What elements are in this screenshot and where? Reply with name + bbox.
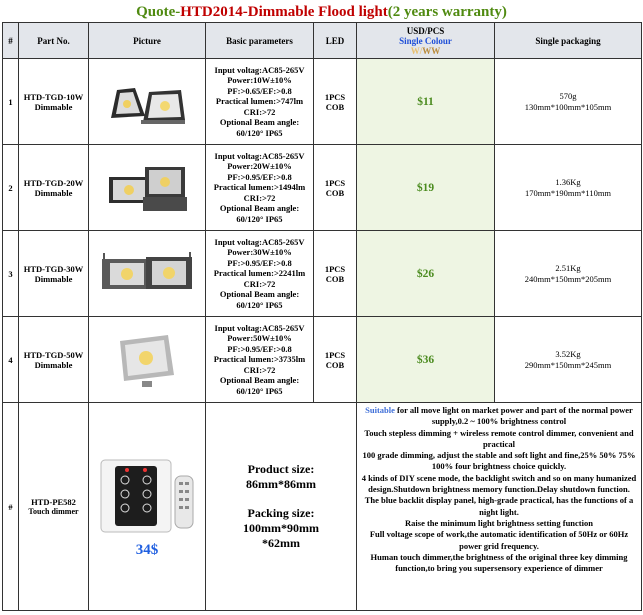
param-beam-label: Optional Beam angle: xyxy=(219,289,300,300)
param-lumen: Practical lumen:>747lm xyxy=(215,96,304,107)
product-size-label: Product size: xyxy=(247,462,315,476)
param-beam-label: Optional Beam angle: xyxy=(219,375,300,386)
header-picture: Picture xyxy=(89,23,206,59)
title-quote: Quote- xyxy=(136,4,181,20)
desc-line-8: Human touch dimmer,the brightness of the original three key dimming function,to bring you supersensory experience of dimmer xyxy=(370,551,628,574)
floodlight-image xyxy=(112,331,182,389)
led-cell xyxy=(314,59,357,145)
part-type: Dimmable xyxy=(34,187,73,198)
led-cell xyxy=(314,317,357,403)
params-cell xyxy=(206,317,314,403)
part-no: HTD-TGD-20W xyxy=(23,177,84,188)
price-cell: $36 xyxy=(357,317,495,403)
header-colour-options: W/WW xyxy=(410,45,441,56)
param-pf: PF:>0.95/EF:>0.8 xyxy=(227,171,292,182)
part-no: HTD-TGD-10W xyxy=(23,91,84,102)
param-voltage: Input voltag:AC85-265V xyxy=(214,64,305,75)
picture-cell xyxy=(89,317,206,403)
packing-size-2: *62mm xyxy=(262,536,300,550)
param-voltage: Input voltag:AC85-265V xyxy=(214,150,305,161)
param-beam-value: 60/120° IP65 xyxy=(236,127,283,138)
desc-line-6: Raise the minimum light brightness setting function xyxy=(405,517,593,528)
part-type: Touch dimmer xyxy=(28,507,79,516)
part-no-cell xyxy=(19,403,89,611)
part-type: Dimmable xyxy=(34,359,73,370)
param-pf: PF:>0.95/EF:>0.8 xyxy=(227,343,292,354)
table-row xyxy=(3,145,642,231)
price-cell: $19 xyxy=(357,145,495,231)
title-warranty: (2 years warranty) xyxy=(387,4,507,20)
led-type: COB xyxy=(325,359,345,370)
desc-line-2: Touch stepless dimming + wireless remote control dimmer, convenient and practical xyxy=(364,427,634,449)
param-cri: CRI:>72 xyxy=(243,364,276,375)
picture-cell xyxy=(89,145,206,231)
packaging-cell xyxy=(495,59,642,145)
row-num: 3 xyxy=(3,231,19,317)
dimmer-price: 34$ xyxy=(135,542,159,558)
param-voltage: Input voltag:AC85-265V xyxy=(214,236,305,247)
header-colour-w: W xyxy=(410,45,420,56)
table-row-dimmer xyxy=(3,403,642,611)
header-basic-params: Basic parameters xyxy=(206,23,314,59)
desc-line-5: The blue backlit display panel, high-grade practical, has the functions of a night light. xyxy=(364,495,634,517)
params-cell xyxy=(206,59,314,145)
floodlight-image xyxy=(105,161,189,215)
param-beam-label: Optional Beam angle: xyxy=(219,203,300,214)
desc-line-7: Full voltage scope of work,the automatic identification of 50Hz or 60Hz power grid frequency. xyxy=(369,529,629,551)
floodlight-image xyxy=(105,76,189,128)
touch-dimmer-image xyxy=(95,454,199,536)
param-beam-value: 60/120° IP65 xyxy=(236,299,283,310)
part-no-cell xyxy=(19,59,89,145)
param-cri: CRI:>72 xyxy=(243,278,276,289)
packaging-cell xyxy=(495,317,642,403)
packaging-cell xyxy=(495,145,642,231)
row-num: 1 xyxy=(3,59,19,145)
header-num: # xyxy=(3,23,19,59)
param-power: Power:30W±10% xyxy=(227,247,292,258)
pack-weight: 2.51Kg xyxy=(555,262,581,273)
table-row xyxy=(3,317,642,403)
pack-weight: 3.52Kg xyxy=(555,348,581,359)
part-type: Dimmable xyxy=(34,273,73,284)
table-row xyxy=(3,59,642,145)
pack-weight: 1.36Kg xyxy=(555,176,581,187)
led-qty: 1PCS xyxy=(324,177,346,188)
led-type: COB xyxy=(325,187,345,198)
page-title xyxy=(0,3,643,21)
floodlight-image xyxy=(100,251,194,297)
led-qty: 1PCS xyxy=(324,263,346,274)
param-cri: CRI:>72 xyxy=(243,106,276,117)
dimmer-size-cell xyxy=(206,403,357,611)
packing-size-1: 100mm*90mm xyxy=(243,521,319,535)
table-row xyxy=(3,231,642,317)
pack-dims: 290mm*150mm*245mm xyxy=(524,359,612,370)
led-cell xyxy=(314,231,357,317)
param-voltage: Input voltag:AC85-265V xyxy=(214,322,305,333)
product-size: 86mm*86mm xyxy=(246,477,316,491)
header-colour-ww: WW xyxy=(422,45,441,56)
header-row xyxy=(3,23,642,59)
header-single-packaging: Single packaging xyxy=(495,23,642,59)
part-no-cell xyxy=(19,145,89,231)
picture-cell xyxy=(89,231,206,317)
led-type: COB xyxy=(325,273,345,284)
part-no: HTD-PE582 xyxy=(31,497,76,507)
param-pf: PF:>0.65/EF:>0.8 xyxy=(227,85,292,96)
header-price xyxy=(357,23,495,59)
led-type: COB xyxy=(325,101,345,112)
picture-cell xyxy=(89,403,206,611)
desc-line-4: 4 kinds of DIY scene mode, the backlight switch and so on many humanized design.Shutdown brightness memory function.Delay shutdown function. xyxy=(361,472,637,495)
param-lumen: Practical lumen:>2241lm xyxy=(213,268,306,279)
packaging-cell xyxy=(495,231,642,317)
param-power: Power:50W±10% xyxy=(227,333,292,344)
header-usd-pcs: USD/PCS xyxy=(406,25,445,36)
param-lumen: Practical lumen:>1494lm xyxy=(213,182,306,193)
picture-cell xyxy=(89,59,206,145)
pack-dims: 130mm*100mm*105mm xyxy=(524,101,612,112)
desc-line-3: 100 grade dimming, adjust the stable and soft light and fine,25% 50% 75% 100% four brightness choice quickly. xyxy=(362,450,636,472)
param-power: Power:20W±10% xyxy=(227,161,292,172)
param-power: Power:10W±10% xyxy=(227,75,292,86)
led-qty: 1PCS xyxy=(324,91,346,102)
part-no: HTD-TGD-30W xyxy=(23,263,84,274)
packing-size-label: Packing size: xyxy=(247,506,315,520)
param-beam-value: 60/120° IP65 xyxy=(236,385,283,396)
row-num: 4 xyxy=(3,317,19,403)
params-cell xyxy=(206,231,314,317)
part-no: HTD-TGD-50W xyxy=(23,349,84,360)
price-cell: $11 xyxy=(357,59,495,145)
pack-weight: 570g xyxy=(559,90,577,101)
dimmer-description xyxy=(357,403,642,611)
price-cell: $26 xyxy=(357,231,495,317)
params-cell xyxy=(206,145,314,231)
quote-table xyxy=(2,22,642,611)
row-num: 2 xyxy=(3,145,19,231)
part-type: Dimmable xyxy=(34,101,73,112)
title-product: HTD2014-Dimmable Flood light xyxy=(180,4,388,20)
param-pf: PF:>0.95/EF:>0.8 xyxy=(227,257,292,268)
part-no-cell xyxy=(19,317,89,403)
part-no-cell xyxy=(19,231,89,317)
led-qty: 1PCS xyxy=(324,349,346,360)
param-beam-value: 60/120° IP65 xyxy=(236,213,283,224)
param-beam-label: Optional Beam angle: xyxy=(219,117,300,128)
desc-line-1: Suitable for all move light on market power and part of the normal power supply,0.2 ~ 100% brightness control xyxy=(365,405,633,427)
row-num: # xyxy=(3,403,19,611)
header-single-colour: Single Colour xyxy=(399,35,452,46)
pack-dims: 170mm*190mm*110mm xyxy=(524,187,612,198)
header-led: LED xyxy=(314,23,357,59)
param-lumen: Practical lumen:>3735lm xyxy=(213,354,306,365)
led-cell xyxy=(314,145,357,231)
pack-dims: 240mm*150mm*205mm xyxy=(524,273,612,284)
desc-highlight: Suitable xyxy=(365,405,395,415)
param-cri: CRI:>72 xyxy=(243,192,276,203)
header-part-no: Part No. xyxy=(19,23,89,59)
